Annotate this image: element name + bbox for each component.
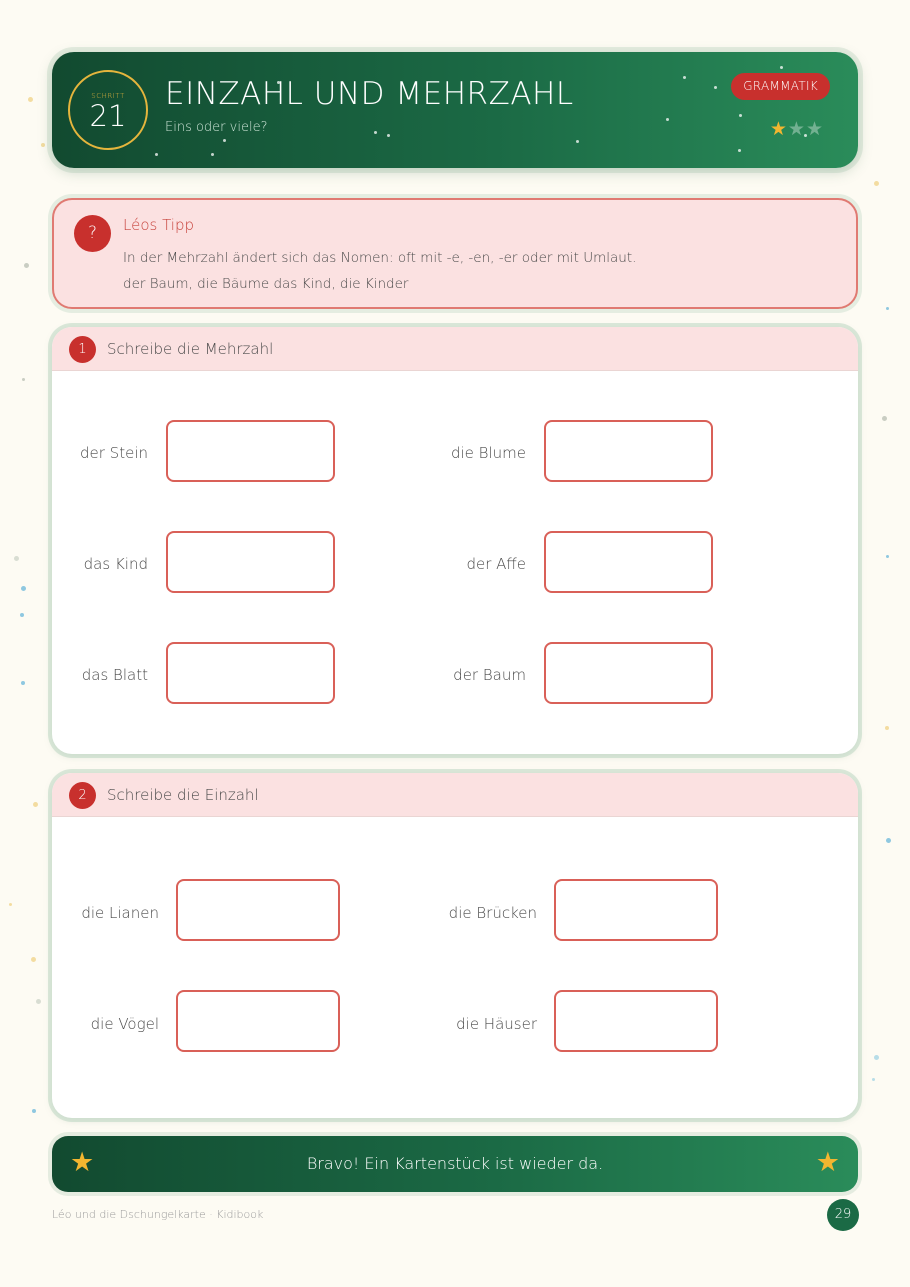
decor-dot: [33, 802, 38, 807]
answer-box[interactable]: [166, 642, 335, 704]
step-number: 21: [89, 99, 127, 133]
decor-dot: [32, 1109, 36, 1113]
answer-box[interactable]: [544, 531, 713, 593]
tip-box: [52, 198, 858, 309]
lesson-header: [52, 52, 858, 168]
decor-dot: [9, 903, 12, 906]
word-label: die Häuser: [456, 1015, 537, 1033]
word-label: das Kind: [83, 555, 148, 573]
answer-box[interactable]: [544, 642, 713, 704]
exercise-title: Schreibe die Einzahl: [107, 786, 259, 804]
page-number: 29: [827, 1199, 859, 1231]
difficulty-rating: [770, 118, 824, 140]
exercise-header: [52, 773, 858, 817]
answer-box[interactable]: [166, 420, 335, 482]
star-empty-icon: ★: [805, 118, 824, 140]
answer-box[interactable]: [176, 879, 340, 941]
word-label: der Stein: [80, 444, 148, 462]
word-label: der Baum: [453, 666, 526, 684]
star-empty-icon: ★: [787, 118, 806, 140]
decor-dot: [28, 97, 33, 102]
star-icon: ★: [815, 1147, 840, 1178]
step-label: SCHRITT: [91, 92, 125, 100]
decor-dot: [36, 999, 41, 1004]
step-badge: [68, 70, 148, 150]
word-label: die Vögel: [90, 1015, 159, 1033]
decor-dot: [20, 613, 24, 617]
tip-example: der Baum, die Bäume das Kind, die Kinder: [123, 276, 409, 292]
exercise-title: Schreibe die Mehrzahl: [107, 340, 274, 358]
decor-dot: [874, 1055, 879, 1060]
word-label: das Blatt: [81, 666, 148, 684]
question-icon: ?: [74, 215, 111, 252]
decor-dot: [886, 307, 889, 310]
answer-box[interactable]: [554, 879, 718, 941]
decor-dot: [41, 143, 45, 147]
star-icon: ★: [70, 1147, 95, 1178]
answer-box[interactable]: [544, 420, 713, 482]
exercise-card: [52, 773, 858, 1118]
success-banner: [52, 1136, 858, 1192]
word-label: die Lianen: [81, 904, 159, 922]
decor-dot: [886, 838, 891, 843]
star-filled-icon: ★: [769, 118, 788, 140]
decor-dot: [882, 416, 887, 421]
word-label: die Brücken: [448, 904, 537, 922]
page-subtitle: Eins oder viele?: [165, 120, 268, 135]
decor-dot: [872, 1078, 875, 1081]
decor-dot: [21, 681, 25, 685]
answer-box[interactable]: [166, 531, 335, 593]
exercise-header: [52, 327, 858, 371]
decor-dot: [21, 586, 26, 591]
decor-dot: [24, 263, 29, 268]
decor-dot: [22, 378, 25, 381]
category-badge: GRAMMATIK: [731, 73, 830, 100]
exercise-card: [52, 327, 858, 754]
banner-text: Bravo! Ein Kartenstück ist wieder da.: [306, 1154, 604, 1173]
word-label: die Blume: [450, 444, 526, 462]
answer-box[interactable]: [554, 990, 718, 1052]
decor-dot: [886, 555, 889, 558]
decor-dot: [14, 556, 19, 561]
tip-title: Léos Tipp: [123, 216, 194, 234]
word-label: der Affe: [466, 555, 526, 573]
answer-box[interactable]: [176, 990, 340, 1052]
decor-dot: [885, 726, 889, 730]
tip-rule: In der Mehrzahl ändert sich das Nomen: oft mit -e, -en, -er oder mit Umlaut.: [123, 250, 637, 266]
exercise-number: 1: [69, 336, 96, 363]
decor-dot: [31, 957, 36, 962]
exercise-number: 2: [69, 782, 96, 809]
page-title: EINZAHL UND MEHRZAHL: [165, 76, 574, 112]
footer-text: Léo und die Dschungelkarte · Kidibook: [52, 1208, 264, 1221]
decor-dot: [874, 181, 879, 186]
